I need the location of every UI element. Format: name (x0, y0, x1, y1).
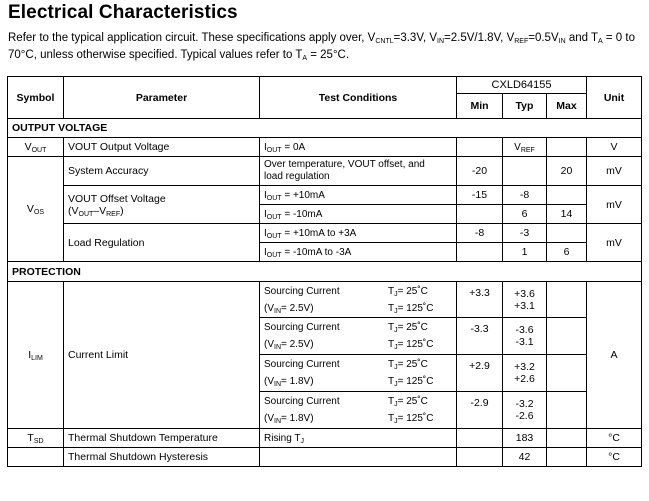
header-row-1 (8, 77, 642, 94)
typ-cell: -3.6 -3.1 (503, 318, 547, 355)
condition-cell: $I_{OUT} = -10mA$ to -3A (260, 243, 457, 262)
typ-cell: 42 (503, 448, 547, 467)
min-cell: -8 (457, 224, 503, 243)
table-row (8, 448, 642, 467)
typ-cell (503, 157, 547, 186)
header-unit: Unit (587, 77, 642, 119)
condition-cell: $I_{OUT} = +10mA$ (260, 186, 457, 205)
symbol-cell (8, 448, 64, 467)
parameter-cell: VOUT Output Voltage (64, 138, 260, 157)
unit-cell: mV (587, 224, 642, 262)
page-title: Electrical Characteristics (8, 2, 238, 23)
unit-cell: °C (587, 429, 642, 448)
section-output-voltage: OUTPUT VOLTAGE (8, 119, 642, 138)
min-cell (457, 429, 503, 448)
unit-cell: mV (587, 157, 642, 186)
typ-cell: +3.6 +3.1 (503, 282, 547, 318)
table-row (8, 138, 642, 157)
header-typ: Typ (503, 94, 547, 119)
parameter-cell: Load Regulation (64, 224, 260, 262)
condition-cell: Over temperature, VOUT offset, and load regulation (260, 157, 457, 186)
max-cell (547, 429, 587, 448)
symbol-cell: $V_{OS}$ (8, 157, 64, 262)
max-cell: 20 (547, 157, 587, 186)
section-protection: PROTECTION (8, 262, 642, 282)
header-min: Min (457, 94, 503, 119)
typ-cell: 183 (503, 429, 547, 448)
section-row (8, 119, 642, 138)
section-row (8, 262, 642, 282)
min-cell: -2.9 (457, 392, 503, 429)
condition-cell: Rising $T_J$ (260, 429, 457, 448)
table-row (8, 429, 642, 448)
header-parameter: Parameter (64, 77, 260, 119)
table-row (8, 224, 642, 243)
condition-cell: $I_{OUT} = -10mA$ (260, 205, 457, 224)
typ-cell: -3.2 -2.6 (503, 392, 547, 429)
max-cell (547, 355, 587, 392)
min-cell: +2.9 (457, 355, 503, 392)
condition-cell: Sourcing Current $T_J=$ 25˚C $(V_{IN}= 1.8V)$ $T_J=$ 125˚C (260, 355, 457, 392)
symbol-cell: $V_{OUT}$ (8, 138, 64, 157)
min-cell: -15 (457, 186, 503, 205)
typ-cell: 1 (503, 243, 547, 262)
symbol-cell: $I_{LIM}$ (8, 282, 64, 429)
max-cell (547, 282, 587, 318)
header-test-conditions: Test Conditions (260, 77, 457, 119)
parameter-cell: System Accuracy (64, 157, 260, 186)
condition-cell: Sourcing Current $T_J=$ 25˚C $(V_{IN}= 2.5V)$ $T_J=$ 125˚C (260, 318, 457, 355)
typ-cell: -8 (503, 186, 547, 205)
electrical-characteristics-table (7, 76, 642, 467)
typ-cell: $V_{REF}$ (503, 138, 547, 157)
max-cell (547, 448, 587, 467)
unit-cell: V (587, 138, 642, 157)
min-cell (457, 243, 503, 262)
max-cell: 6 (547, 243, 587, 262)
symbol-cell: $T_{SD}$ (8, 429, 64, 448)
unit-cell: mV (587, 186, 642, 224)
max-cell (547, 392, 587, 429)
max-cell: 14 (547, 205, 587, 224)
unit-cell: °C (587, 448, 642, 467)
min-cell: -3.3 (457, 318, 503, 355)
parameter-cell: Thermal Shutdown Temperature (64, 429, 260, 448)
condition-cell (260, 448, 457, 467)
min-cell: -20 (457, 157, 503, 186)
parameter-cell: VOUT Offset Voltage $(V_{OUT}-V_{REF})$ (64, 186, 260, 224)
max-cell (547, 138, 587, 157)
intro-paragraph: Refer to the typical application circuit. These specifications apply over, $V_{CNTL}=3.3V$, $V_{IN}=2.5V/1.8V$, $V_{REF}=0.5V_{IN}$ and $T_A = 0$ to 70°C, unless otherwise specified. Typical values refer to $T_A = 25^\circ C$. (8, 32, 635, 62)
typ-cell: -3 (503, 224, 547, 243)
typ-cell: +3.2 +2.6 (503, 355, 547, 392)
parameter-cell: Thermal Shutdown Hysteresis (64, 448, 260, 467)
table-row (8, 186, 642, 205)
typ-cell: 6 (503, 205, 547, 224)
min-cell: +3.3 (457, 282, 503, 318)
condition-cell: Sourcing Current $T_J=$ 25˚C $(V_{IN}= 1.8V)$ $T_J=$ 125˚C (260, 392, 457, 429)
min-cell (457, 448, 503, 467)
min-cell (457, 205, 503, 224)
header-part-number: CXLD64155 (457, 77, 587, 94)
parameter-cell: Current Limit (64, 282, 260, 429)
condition-cell: Sourcing Current $T_J=$ 25˚C $(V_{IN}= 2.5V)$ $T_J=$ 125˚C (260, 282, 457, 318)
max-cell (547, 224, 587, 243)
unit-cell: A (587, 282, 642, 429)
max-cell (547, 318, 587, 355)
min-cell (457, 138, 503, 157)
condition-cell: $I_{OUT} = 0A$ (260, 138, 457, 157)
max-cell (547, 186, 587, 205)
header-symbol: Symbol (8, 77, 64, 119)
condition-cell: $I_{OUT} = +10mA$ to +3A (260, 224, 457, 243)
table-row (8, 157, 642, 186)
table-row (8, 282, 642, 318)
header-max: Max (547, 94, 587, 119)
